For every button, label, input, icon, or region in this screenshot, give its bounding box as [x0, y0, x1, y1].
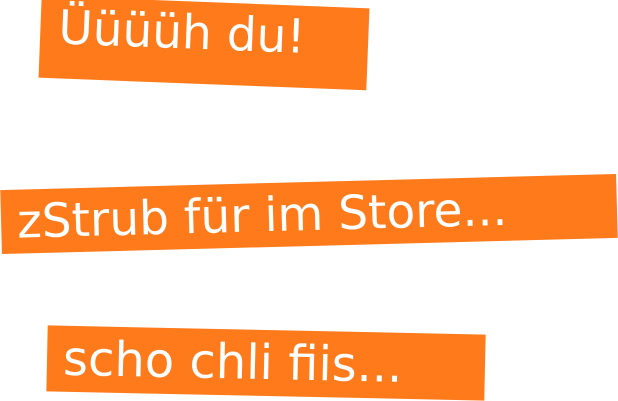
- banner-greeting: Üüüüh du!: [39, 0, 370, 90]
- banner-store-message: zStrub für im Store...: [0, 174, 617, 254]
- banner-tagline: scho chli fiis...: [46, 325, 485, 400]
